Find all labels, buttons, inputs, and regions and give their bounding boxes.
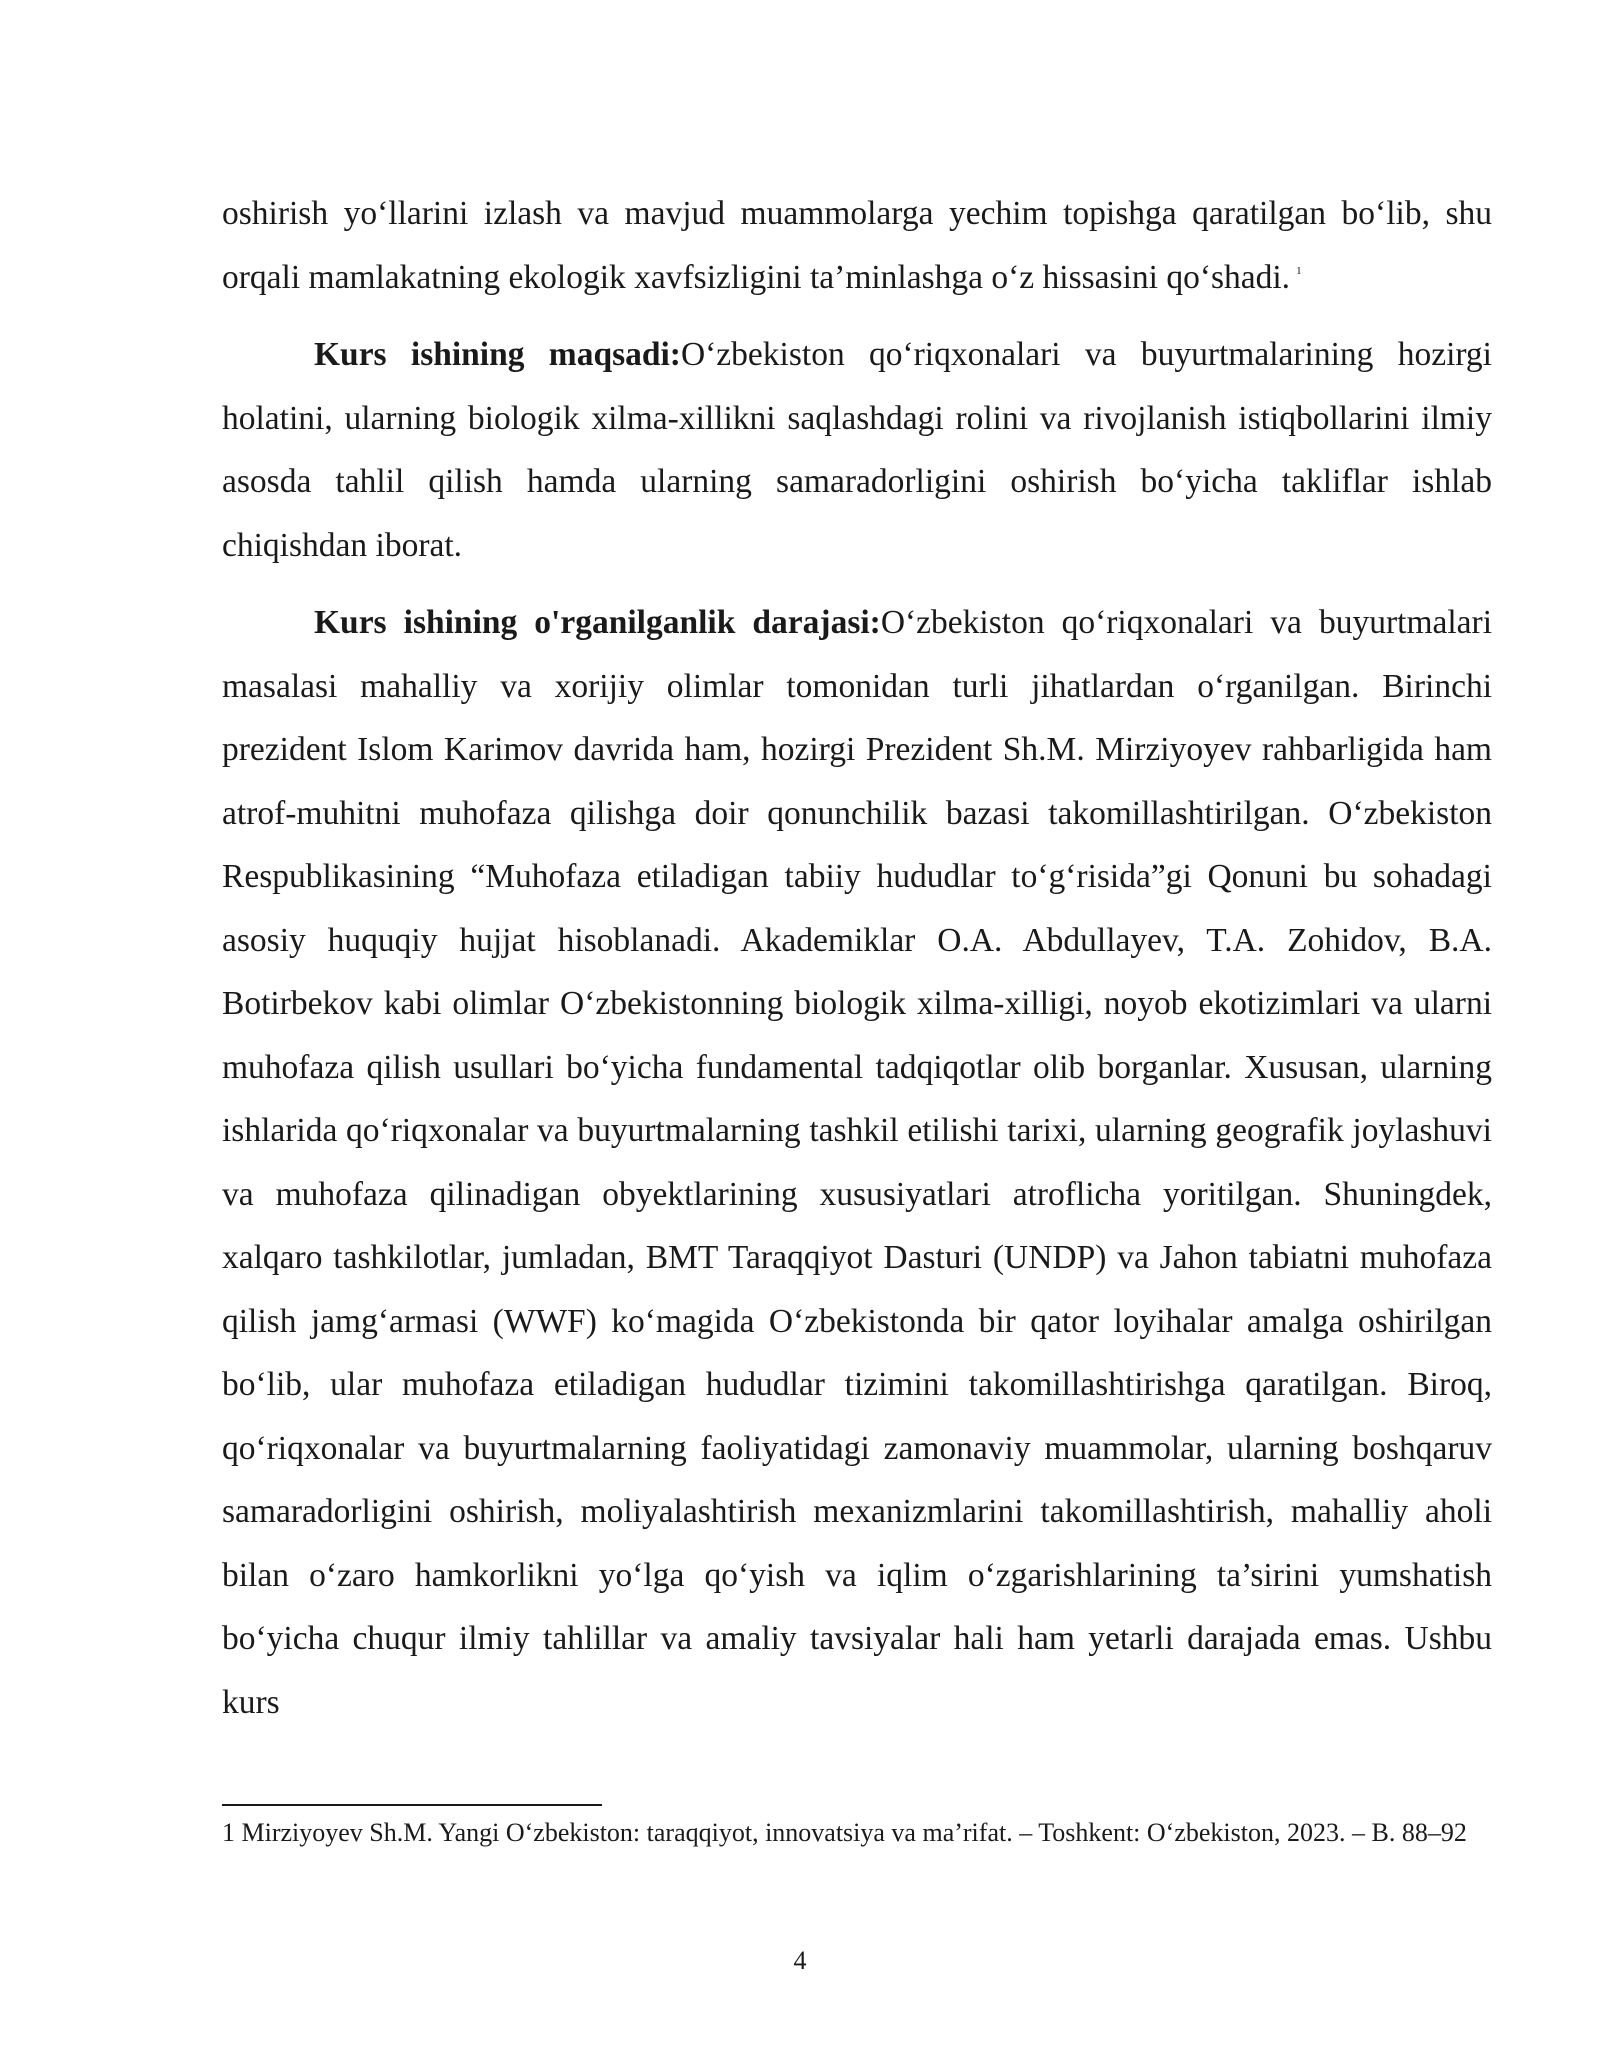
paragraph-goal	[222, 323, 1492, 577]
footnote-text: Mirziyoyev Sh.M. Yangi O‘zbekiston: taraqqiyot, innovatsiya va ma’rifat. – Toshkent: O‘zbekiston, 2023. – B. 88–92	[241, 1818, 1467, 1847]
paragraph-text: O‘zbekiston qo‘riqxonalari va buyurtmalari masalasi mahalliy va xorijiy olimlar tomonidan turli jihatlardan o‘rganilgan. Birinchi prezident Islom Karimov davrida ham, hozirgi Prezident Sh.M. Mirziyoyev rahbarligida ham atrof-muhitni muhofaza qilishga doir qonunchilik bazasi takomillashtirilgan. O‘zbekiston Respublikasining “Muhofaza etiladigan tabiiy hududlar to‘g‘risida”gi Qonuni bu sohadagi asosiy huquqiy hujjat hisoblanadi. Akademiklar O.A. Abdullayev, T.A. Zohidov, B.A. Botirbekov kabi olimlar O‘zbekistonning biologik xilma-xilligi, noyob ekotizimlari va ularni muhofaza qilish usullari bo‘yicha fundamental tadqiqotlar olib borganlar. Xususan, ularning ishlarida qo‘riqxonalar va buyurtmalarning tashkil etilishi tarixi, ularning geografik joylashuvi va muhofaza qilinadigan obyektlarining xususiyatlari atroflicha yoritilgan. Shuningdek, xalqaro tashkilotlar, jumladan, BMT Taraqqiyot Dasturi (UNDP) va Jahon tabiatni muhofaza qilish jamg‘armasi (WWF) ko‘magida O‘zbekistonda bir qator loyihalar amalga oshirilgan bo‘lib, ular muhofaza etiladigan hududlar tizimini takomillashtirishga qaratilgan. Biroq, qo‘riqxonalar va buyurtmalarning faoliyatidagi zamonaviy muammolar, ularning boshqaruv samaradorligini oshirish, moliyalashtirish mexanizmlarini takomillashtirish, mahalliy aholi bilan o‘zaro hamkorlikni yo‘lga qo‘yish va iqlim o‘zgarishlarining ta’sirini yumshatish bo‘yicha chuqur ilmiy tahlillar va amaliy tavsiyalar hali ham yetarli darajada emas. Ushbu kurs	[222, 604, 1493, 1721]
paragraph-text: oshirish yo‘llarini izlash va mavjud muammolarga yechim topishga qaratilgan bo‘lib, shu orqali mamlakatning ekologik xavfsizligini ta’minlashga o‘z hissasini qo‘shadi.	[222, 195, 1492, 296]
footnote	[222, 1816, 1492, 1850]
footnote-reference[interactable]: 1	[1296, 264, 1302, 277]
page-number: 4	[793, 1946, 807, 1975]
paragraph-continuation	[222, 182, 1492, 309]
paragraph-study-level	[222, 591, 1492, 1734]
paragraph-heading: Kurs ishining o'rganilganlik darajasi:	[314, 604, 881, 641]
paragraph-heading: Kurs ishining maqsadi:	[314, 336, 681, 373]
body-text	[222, 182, 1492, 1734]
footnote-separator	[222, 1804, 602, 1806]
paragraph-text: O‘zbekiston qo‘riqxonalari va buyurtmalarining hozirgi holatini, ularning biologik xilma-xillikni saqlashdagi rolini va rivojlanish istiqbollarini ilmiy asosda tahlil qilish hamda ularning samaradorligini oshirish bo‘yicha takliflar ishlab chiqishdan iborat.	[222, 336, 1492, 564]
footnote-number: 1	[222, 1818, 235, 1847]
